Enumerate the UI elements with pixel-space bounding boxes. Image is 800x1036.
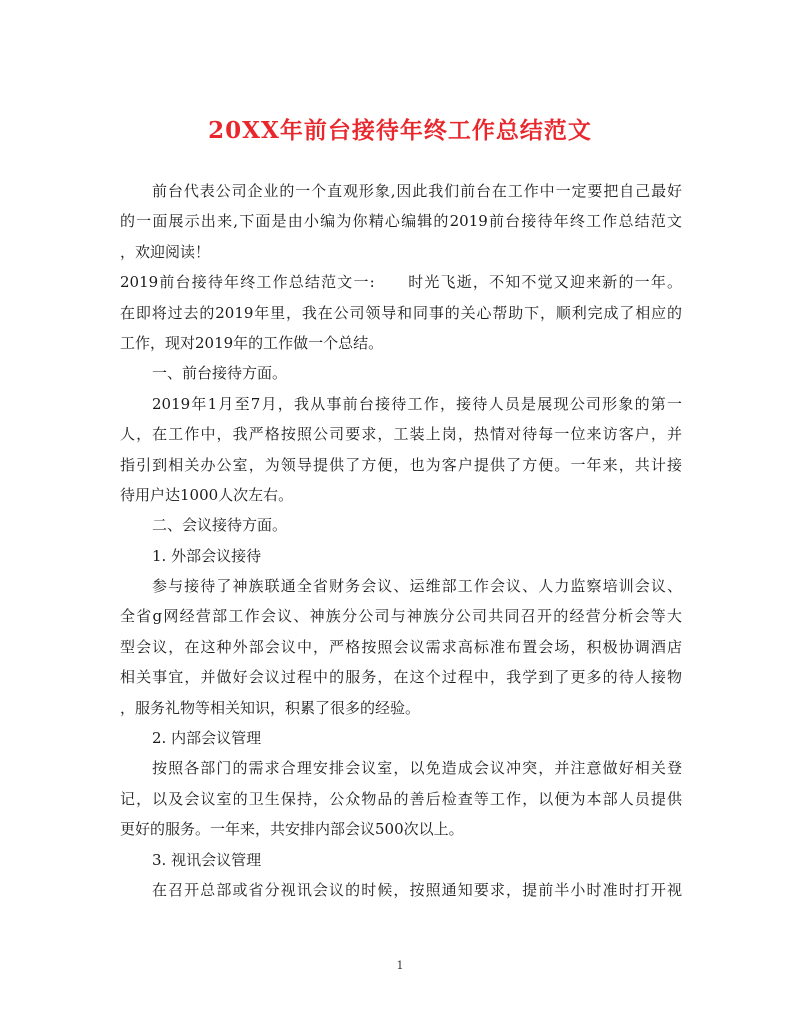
body-line: 全省g网经营部工作会议、神族分公司与神族分公司共同召开的经营分析会等大 bbox=[120, 607, 682, 626]
body-line: 型会议，在这种外部会议中，严格按照会议需求高标准布置会场，积极协调酒店 bbox=[120, 637, 682, 656]
body-line: 参与接待了神族联通全省财务会议、运维部工作会议、人力监察培训会议、 bbox=[152, 577, 682, 596]
document-title: 20XX年前台接待年终工作总结范文 bbox=[208, 117, 592, 144]
subsection-heading: 1. 外部会议接待 bbox=[152, 546, 262, 565]
section-heading: 一、前台接待方面。 bbox=[152, 364, 288, 383]
body-line: 在召开总部或省分视讯会议的时候，按照通知要求，提前半小时准时打开视 bbox=[152, 880, 682, 899]
body-line: ，服务礼物等相关知识，积累了很多的经验。 bbox=[120, 698, 421, 717]
body-line: 按照各部门的需求合理安排会议室，以免造成会议冲突，并注意做好相关登 bbox=[152, 759, 682, 778]
body-line: 人，在工作中，我严格按照公司要求，工装上岗，热情对待每一位来访客户，并 bbox=[120, 425, 682, 444]
body-line: 更好的服务。一年来，共安排内部会议500次以上。 bbox=[120, 820, 464, 839]
body-line: 在即将过去的2019年里，我在公司领导和同事的关心帮助下，顺利完成了相应的 bbox=[120, 303, 682, 322]
body-line: 的一面展示出来,下面是由小编为你精心编辑的2019前台接待年终工作总结范文 bbox=[120, 212, 682, 231]
body-line: 工作，现对2019年的工作做一个总结。 bbox=[120, 333, 384, 352]
body-line: ，欢迎阅读！ bbox=[120, 242, 211, 261]
body-line: 待用户达1000人次左右。 bbox=[120, 485, 294, 504]
body-line: 记，以及会议室的卫生保持，公众物品的善后检查等工作，以便为本部人员提供 bbox=[120, 789, 682, 808]
body-line: 2019前台接待年终工作总结范文一: 时光飞逝，不知不觉又迎来新的一年。 bbox=[120, 273, 682, 292]
body-line: 2019年1月至7月，我从事前台接待工作，接待人员是展现公司形象的第一 bbox=[152, 394, 682, 413]
document-body bbox=[120, 176, 682, 905]
page-number: 1 bbox=[396, 959, 404, 972]
body-line: 相关事宜，并做好会议过程中的服务，在这个过程中，我学到了更多的待人接物 bbox=[120, 668, 682, 687]
subsection-heading: 2. 内部会议管理 bbox=[152, 729, 262, 748]
section-heading: 二、会议接待方面。 bbox=[152, 516, 288, 535]
body-line: 前台代表公司企业的一个直观形象,因此我们前台在工作中一定要把自己最好 bbox=[152, 182, 682, 200]
subsection-heading: 3. 视讯会议管理 bbox=[152, 850, 262, 869]
body-line: 指引到相关办公室，为领导提供了方便，也为客户提供了方便。一年来，共计接 bbox=[120, 455, 682, 474]
